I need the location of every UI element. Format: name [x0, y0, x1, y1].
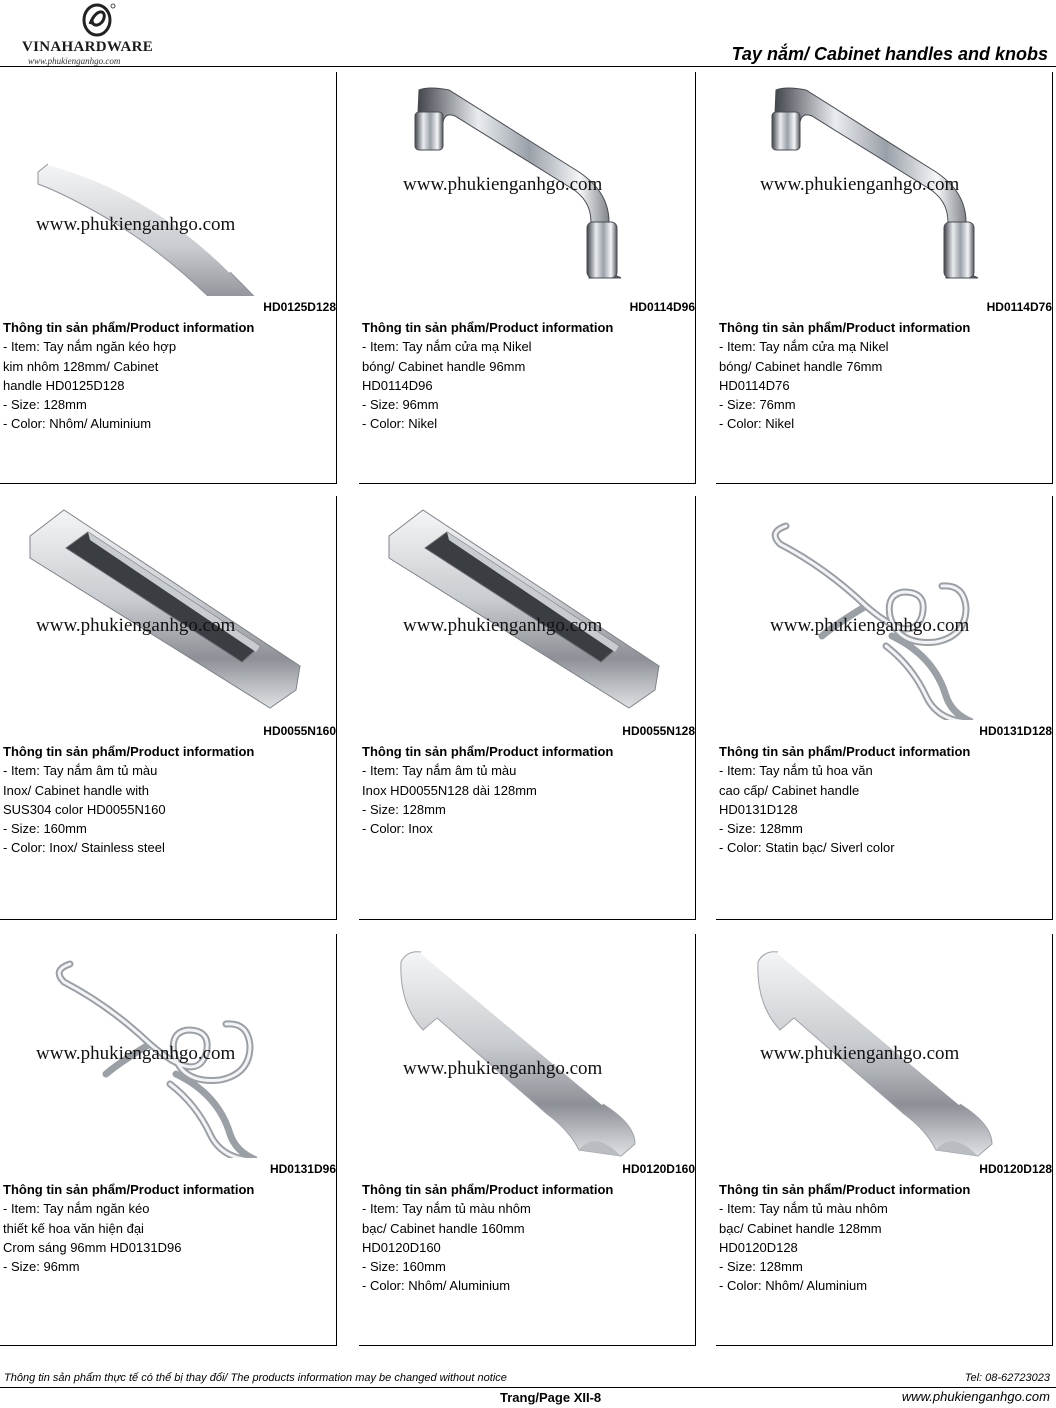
product-code: HD0120D160 [622, 1162, 695, 1176]
product-info-line: - Size: 128mm [719, 821, 803, 837]
product-info-line: - Size: 128mm [3, 397, 87, 413]
product-photo [359, 934, 696, 1158]
product-info [3, 318, 333, 434]
product-code: HD0114D76 [986, 300, 1052, 314]
photo-watermark: www.phukienganhgo.com [403, 174, 603, 195]
product-card [0, 496, 338, 920]
product-info-line: - Item: Tay nắm ngăn kéo hợp [3, 339, 177, 355]
footer-website: www.phukienganhgo.com [901, 1389, 1050, 1404]
product-photo [716, 496, 1053, 720]
product-info-line: HD0120D128 [719, 1239, 798, 1255]
product-info-line: SUS304 color HD0055N160 [3, 801, 166, 817]
silver-bar-handle-image [401, 952, 635, 1156]
product-info-line: - Size: 96mm [3, 1259, 80, 1275]
product-info-line: bóng/ Cabinet handle 76mm [719, 358, 883, 374]
product-info-line: Inox/ Cabinet handle with [3, 782, 149, 798]
product-info-line: - Item: Tay nắm tủ màu nhôm [362, 1201, 531, 1217]
product-info-line: bạc/ Cabinet handle 160mm [362, 1220, 525, 1236]
product-info [3, 1180, 333, 1276]
photo-watermark: www.phukienganhgo.com [36, 214, 236, 235]
product-info-line: Inox HD0055N128 dài 128mm [362, 782, 537, 798]
product-info [3, 742, 333, 858]
product-info-line: - Color: Nhôm/ Aluminium [362, 1278, 511, 1294]
product-code: HD0125D128 [263, 300, 336, 314]
product-info-line: - Color: Nhôm/ Aluminium [719, 1278, 868, 1294]
product-info-heading: Thông tin sản phẩm/Product information [3, 1182, 255, 1197]
product-code: HD0120D128 [979, 1162, 1052, 1176]
product-info-line: HD0114D96 [362, 377, 433, 393]
product-photo [716, 72, 1053, 296]
product-card [0, 72, 338, 484]
product-info-line: - Color: Inox/ Stainless steel [3, 840, 165, 856]
product-info-line: bóng/ Cabinet handle 96mm [362, 358, 526, 374]
recessed-flush-handle-image [30, 510, 300, 708]
product-info-heading: Thông tin sản phẩm/Product information [3, 320, 255, 335]
brand-logo [22, 2, 172, 66]
product-info-line: - Color: Nikel [719, 416, 795, 432]
product-info [719, 318, 1049, 434]
product-info-line: - Item: Tay nắm cửa mạ Nikel [719, 339, 889, 355]
product-info-line: handle HD0125D128 [3, 377, 125, 393]
photo-watermark: www.phukienganhgo.com [403, 1058, 603, 1079]
photo-watermark: www.phukienganhgo.com [760, 1043, 960, 1064]
photo-watermark: www.phukienganhgo.com [760, 174, 960, 195]
page-number: Trang/Page XII-8 [500, 1390, 602, 1405]
product-info-line: - Size: 76mm [719, 397, 796, 413]
footer-disclaimer: Thông tin sản phẩm thực tế có thể bị thay đổi/ The products information may be changed without notice [4, 1372, 507, 1384]
product-info [362, 1180, 692, 1296]
product-card [359, 496, 697, 920]
product-info-heading: Thông tin sản phẩm/Product information [3, 744, 255, 759]
product-info-line: HD0114D76 [719, 377, 790, 393]
product-card [716, 934, 1054, 1346]
product-photo [359, 72, 696, 296]
product-info [719, 742, 1049, 858]
product-info-line: - Color: Nikel [362, 416, 438, 432]
product-code: HD0131D96 [269, 1162, 336, 1176]
recessed-flush-handle-image [389, 510, 659, 708]
product-photo [0, 934, 337, 1158]
product-code: HD0114D96 [629, 300, 695, 314]
product-card [359, 934, 697, 1346]
product-info [362, 318, 692, 434]
product-info-line: - Item: Tay nắm âm tủ màu [3, 763, 158, 779]
product-info-line: - Size: 160mm [362, 1259, 446, 1275]
product-code: HD0131D128 [979, 724, 1052, 738]
product-info-line: - Item: Tay nắm âm tủ màu [362, 763, 517, 779]
product-info-line: - Size: 128mm [719, 1259, 803, 1275]
photo-watermark: www.phukienganhgo.com [36, 615, 236, 636]
product-card [0, 934, 338, 1346]
footer-phone: Tel: 08-62723023 [964, 1372, 1050, 1384]
product-info-line: bạc/ Cabinet handle 128mm [719, 1220, 882, 1236]
logo-swirl-icon [78, 2, 118, 38]
product-info-line: - Size: 96mm [362, 397, 439, 413]
product-info-heading: Thông tin sản phẩm/Product information [362, 320, 614, 335]
product-card [716, 496, 1054, 920]
product-info-heading: Thông tin sản phẩm/Product information [362, 744, 614, 759]
header-divider [0, 66, 1056, 67]
footer-divider [0, 1387, 1056, 1388]
product-card [716, 72, 1054, 484]
product-info [719, 1180, 1049, 1296]
product-info-line: - Color: Statin bạc/ Siverl color [719, 840, 895, 856]
product-code: HD0055N160 [263, 724, 336, 738]
product-photo [0, 496, 337, 720]
product-photo [359, 496, 696, 720]
brand-url: www.phukienganhgo.com [28, 56, 121, 66]
product-info-line: - Color: Inox [362, 821, 433, 837]
product-info-line: thiết kế hoa văn hiện đại [3, 1220, 144, 1236]
page-header [0, 0, 1056, 68]
product-info-line: - Color: Nhôm/ Aluminium [3, 416, 152, 432]
product-info-line: cao cấp/ Cabinet handle [719, 782, 860, 798]
product-info-line: - Size: 128mm [362, 801, 446, 817]
photo-watermark: www.phukienganhgo.com [36, 1043, 236, 1064]
product-info-line: - Item: Tay nắm tủ hoa văn [719, 763, 873, 779]
product-info-heading: Thông tin sản phẩm/Product information [362, 1182, 614, 1197]
product-photo [716, 934, 1053, 1158]
product-info-line: - Item: Tay nắm ngăn kéo [3, 1201, 150, 1217]
product-info-line: Crom sáng 96mm HD0131D96 [3, 1239, 182, 1255]
photo-watermark: www.phukienganhgo.com [403, 615, 603, 636]
brand-name: VINAHARDWARE [22, 39, 154, 55]
product-info [362, 742, 692, 838]
product-info-line: HD0120D160 [362, 1239, 441, 1255]
product-card [359, 72, 697, 484]
product-info-line: HD0131D128 [719, 801, 798, 817]
product-info-heading: Thông tin sản phẩm/Product information [719, 1182, 971, 1197]
product-info-heading: Thông tin sản phẩm/Product information [719, 744, 971, 759]
product-info-line: - Size: 160mm [3, 821, 87, 837]
product-photo [0, 72, 337, 296]
product-code: HD0055N128 [622, 724, 695, 738]
product-info-line: kim nhôm 128mm/ Cabinet [3, 358, 159, 374]
product-info-line: - Item: Tay nắm cửa mạ Nikel [362, 339, 532, 355]
product-info-line: - Item: Tay nắm tủ màu nhôm [719, 1201, 888, 1217]
page-title: Tay nắm/ Cabinet handles and knobs [731, 44, 1048, 64]
photo-watermark: www.phukienganhgo.com [770, 615, 970, 636]
product-info-heading: Thông tin sản phẩm/Product information [719, 320, 971, 335]
